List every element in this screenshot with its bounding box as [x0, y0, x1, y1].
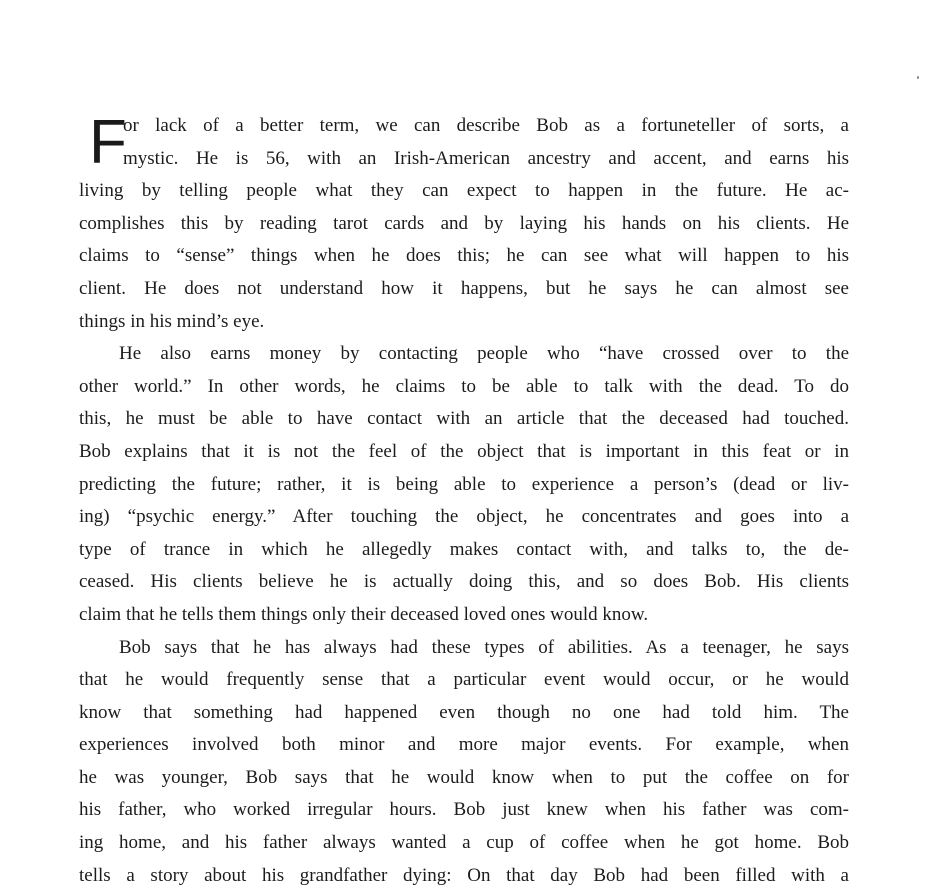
text-line: his father, who worked irregular hours. Bob just knew when his father was com- [79, 794, 849, 827]
text-line: that he would frequently sense that a particular event would occur, or he would [79, 664, 849, 697]
text-line: client. He does not understand how it happens, but he says he can almost see [79, 273, 849, 306]
text-line: complishes this by reading tarot cards and by laying his hands on his clients. He [79, 208, 849, 241]
text-line: type of trance in which he allegedly makes contact with, and talks to, the de- [79, 534, 849, 567]
text-line: things in his mind’s eye. [79, 306, 849, 339]
text-line: Bob says that he has always had these types of abilities. As a teenager, he says [79, 632, 849, 665]
text-line: know that something had happened even though no one had told him. The [79, 697, 849, 730]
text-line: living by telling people what they can expect to happen in the future. He ac- [79, 175, 849, 208]
drop-cap-letter: F [89, 112, 127, 174]
paragraph-1 [79, 110, 849, 338]
text-line: mystic. He is 56, with an Irish-American ancestry and accent, and earns his [79, 143, 849, 176]
book-page-text [79, 110, 849, 892]
text-line: predicting the future; rather, it is being able to experience a person’s (dead or liv- [79, 469, 849, 502]
text-line: experiences involved both minor and more major events. For example, when [79, 729, 849, 762]
text-line: claim that he tells them things only their deceased loved ones would know. [79, 599, 849, 632]
text-line: He also earns money by contacting people who “have crossed over to the [79, 338, 849, 371]
paragraph-2 [79, 338, 849, 631]
text-line: this, he must be able to have contact with an article that the deceased had touched. [79, 403, 849, 436]
text-line: ing home, and his father always wanted a cup of coffee when he got home. Bob [79, 827, 849, 860]
text-line: other world.” In other words, he claims to be able to talk with the dead. To do [79, 371, 849, 404]
text-line: ing) “psychic energy.” After touching the object, he concentrates and goes into a [79, 501, 849, 534]
text-line: he was younger, Bob says that he would know when to put the coffee on for [79, 762, 849, 795]
text-line: ceased. His clients believe he is actually doing this, and so does Bob. His clients [79, 566, 849, 599]
text-line: Bob explains that it is not the feel of the object that is important in this feat or in [79, 436, 849, 469]
text-line: or lack of a better term, we can describe Bob as a fortuneteller of sorts, a [79, 110, 849, 143]
paragraph-3 [79, 632, 849, 892]
text-line: claims to “sense” things when he does this; he can see what will happen to his [79, 240, 849, 273]
scan-speck [917, 76, 919, 79]
text-line: tells a story about his grandfather dying: On that day Bob had been filled with a [79, 860, 849, 892]
